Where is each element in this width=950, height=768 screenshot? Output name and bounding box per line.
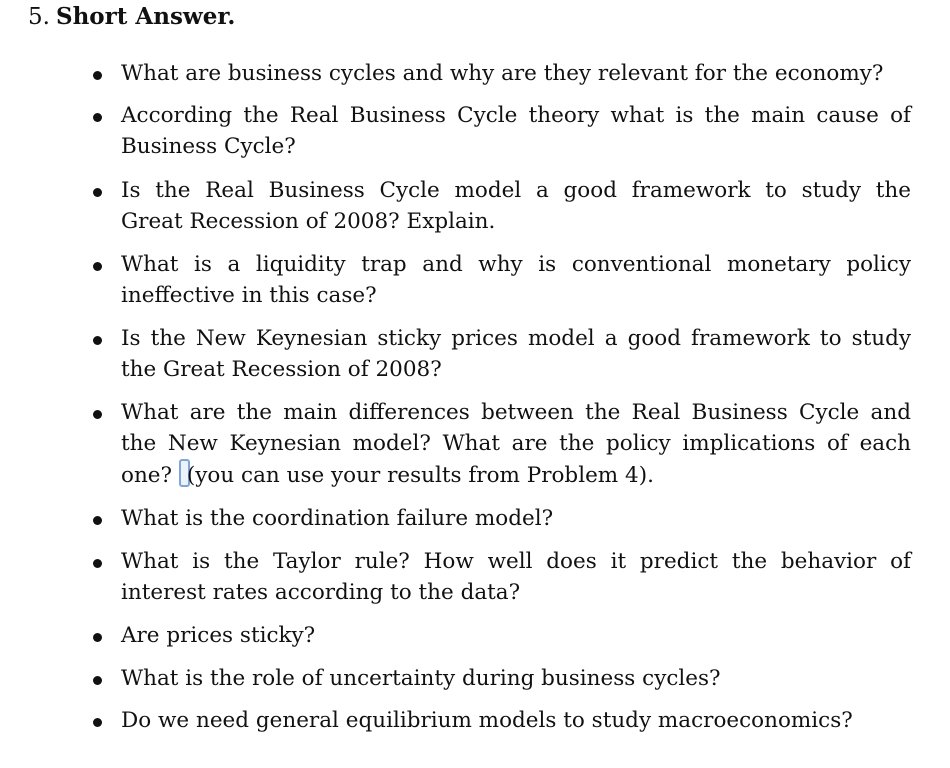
bullet-icon — [93, 410, 102, 419]
list-item — [121, 100, 911, 162]
bullet-icon — [93, 188, 102, 197]
question-text: What are the main differences between the Real Business Cycle and — [121, 400, 911, 425]
bullet-icon — [93, 559, 102, 568]
list-item — [121, 58, 911, 89]
section-heading — [28, 2, 235, 32]
question-text: (you can use your results from Problem 4). — [186, 463, 654, 488]
question-text: What is the role of uncertainty during business cycles? — [121, 666, 721, 691]
bullet-icon — [93, 113, 102, 122]
section-number: 5. — [28, 4, 50, 30]
bullet-icon — [93, 336, 102, 345]
list-item — [121, 249, 911, 311]
question-text: What are business cycles and why are they relevant for the economy? — [121, 61, 884, 86]
list-item — [121, 663, 911, 694]
bullet-icon — [93, 676, 102, 685]
list-item — [121, 503, 911, 534]
question-text: the New Keynesian model? What are the policy implications of each — [121, 431, 911, 456]
bullet-icon — [93, 262, 102, 271]
list-item — [121, 620, 911, 651]
question-text: the Great Recession of 2008? — [121, 357, 442, 382]
bullet-icon — [93, 718, 102, 727]
question-text: interest rates according to the data? — [121, 580, 521, 605]
section-title: Short Answer. — [55, 3, 236, 30]
question-text: According the Real Business Cycle theory what is the main cause of — [121, 103, 911, 128]
question-text: Do we need general equilibrium models to study macroeconomics? — [121, 708, 853, 733]
bullet-icon — [93, 633, 102, 642]
question-text: Are prices sticky? — [121, 623, 316, 648]
list-item — [121, 546, 911, 608]
question-text: Is the Real Business Cycle model a good framework to study the — [121, 178, 911, 203]
list-item — [121, 397, 911, 491]
question-text: ineffective in this case? — [121, 283, 377, 308]
question-text: What is the coordination failure model? — [121, 506, 554, 531]
list-item — [121, 323, 911, 385]
question-text: Business Cycle? — [121, 134, 296, 159]
question-text: one? — [121, 463, 179, 488]
bullet-icon — [93, 71, 102, 80]
list-item — [121, 175, 911, 237]
bullet-icon — [93, 516, 102, 525]
question-text: What is the Taylor rule? How well does it predict the behavior of — [121, 549, 911, 574]
question-text: Is the New Keynesian sticky prices model a good framework to study — [121, 326, 911, 351]
question-text: Great Recession of 2008? Explain. — [121, 209, 496, 234]
question-text: What is a liquidity trap and why is conventional monetary policy — [121, 252, 911, 277]
list-item — [121, 705, 911, 736]
